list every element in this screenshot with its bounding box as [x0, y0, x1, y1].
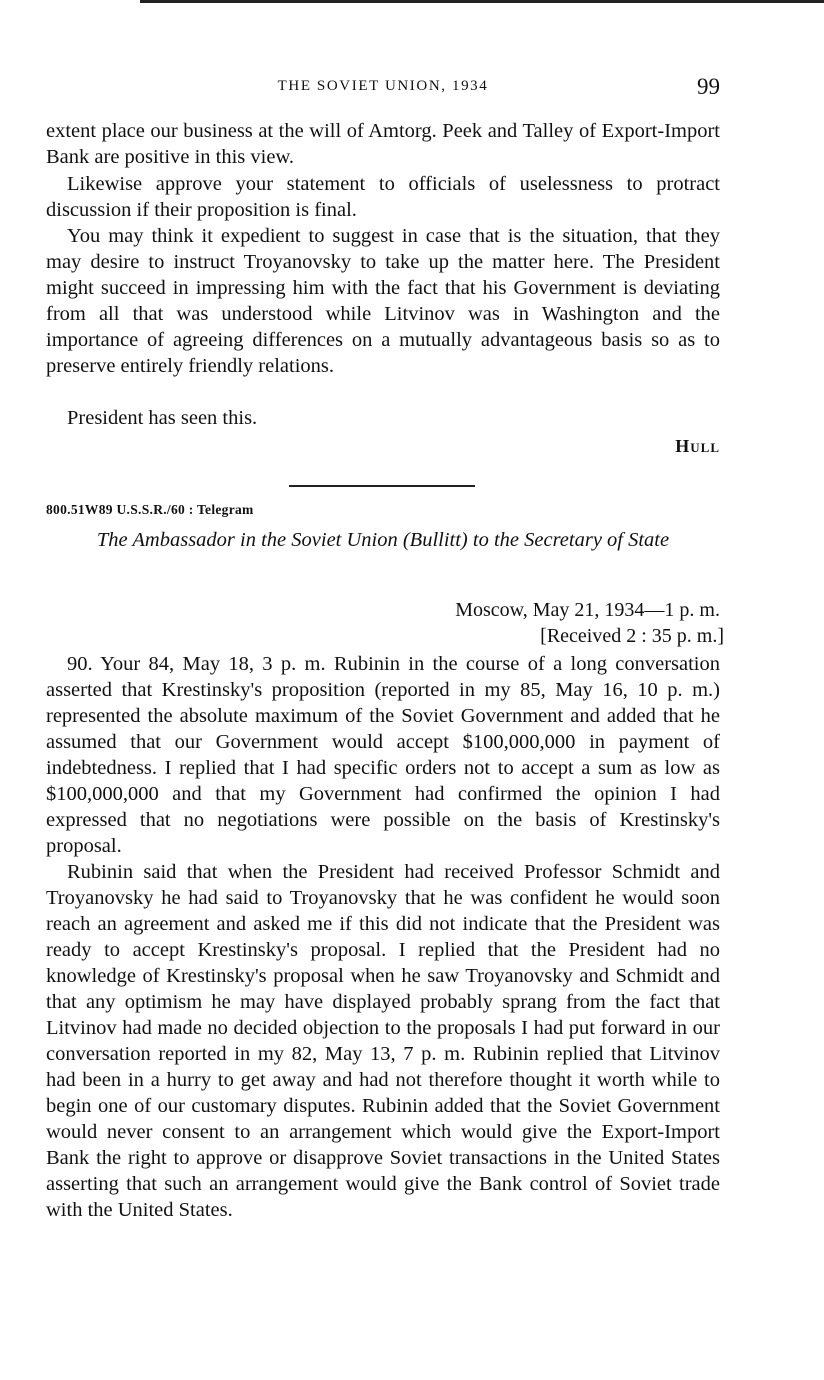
running-title: THE SOVIET UNION, 1934: [277, 78, 489, 94]
running-header: [46, 74, 720, 102]
paragraph-continuation: extent place our business at the will of Amtorg. Peek and Talley of Export-Import Bank are positive in this view.: [46, 120, 720, 168]
paragraph-telegram-90: 90. Your 84, May 18, 3 p. m. Rubinin in the course of a long conversation asserted that Krestinsky's proposition (reported in my 85, May 16, 10 p. m.) represented the absolute maximum of the Soviet Government and added that he assumed that our Government would accept $100,000,000 in payment of indebtedness. I replied that I had specific orders not to accept a sum as low as $100,000,000 and that my Government had confirmed the opinion I had expressed that no negotiations were possible on the basis of Krestinsky's proposal.: [46, 653, 720, 857]
paragraph-suggestion: You may think it expedient to suggest in case that is the situation, that they may desire to instruct Troyanovsky to take up the matter here. The President might succeed in impressing him with the fact that his Government is deviating from all that was understood while Litvinov was in Washington and the importance of agreeing differences on a mutually advantageous basis so as to preserve entirely friendly relations.: [46, 225, 720, 377]
dateline: Moscow, May 21, 1934—1 p. m.: [455, 599, 720, 621]
received-time: [Received 2 : 35 p. m.]: [540, 625, 724, 647]
paragraph-rubinin-said: Rubinin said that when the President had received Professor Schmidt and Troyanovsky he had said to Troyanovsky that he was confident he would soon reach an agreement and asked me if this did not indicate that the President was ready to accept Krestinsky's proposal. I replied that the President had no knowledge of Krestinsky's proposal when he saw Troyanovsky and Schmidt and that any optimism he may have displayed probably sprang from the fact that Litvinov had made no decided objection to the proposals I had put forward in our conversation reported in my 82, May 13, 7 p. m. Rubinin replied that Litvinov had been in a hurry to get away and had not therefore thought it worth while to begin one of our customary disputes. Rubinin added that the Soviet Government would never consent to an arrangement which would give the Export-Import Bank the right to approve or disapprove Soviet transactions in the United States asserting that such an arrangement would give the Bank control of Soviet trade with the United States.: [46, 861, 720, 1221]
file-number: 800.51W89 U.S.S.R./60 : Telegram: [46, 502, 254, 517]
document-title: The Ambassador in the Soviet Union (Bullitt) to the Secretary of State: [96, 529, 670, 551]
signature-hull: Hull: [675, 436, 720, 456]
paragraph-president-seen: President has seen this.: [67, 407, 258, 429]
section-divider: [289, 485, 475, 487]
paragraph-approve-statement: Likewise approve your statement to officials of uselessness to protract discussion if their proposition is final.: [46, 173, 720, 221]
top-border-rule: [140, 0, 824, 3]
page-number: 99: [697, 74, 720, 99]
